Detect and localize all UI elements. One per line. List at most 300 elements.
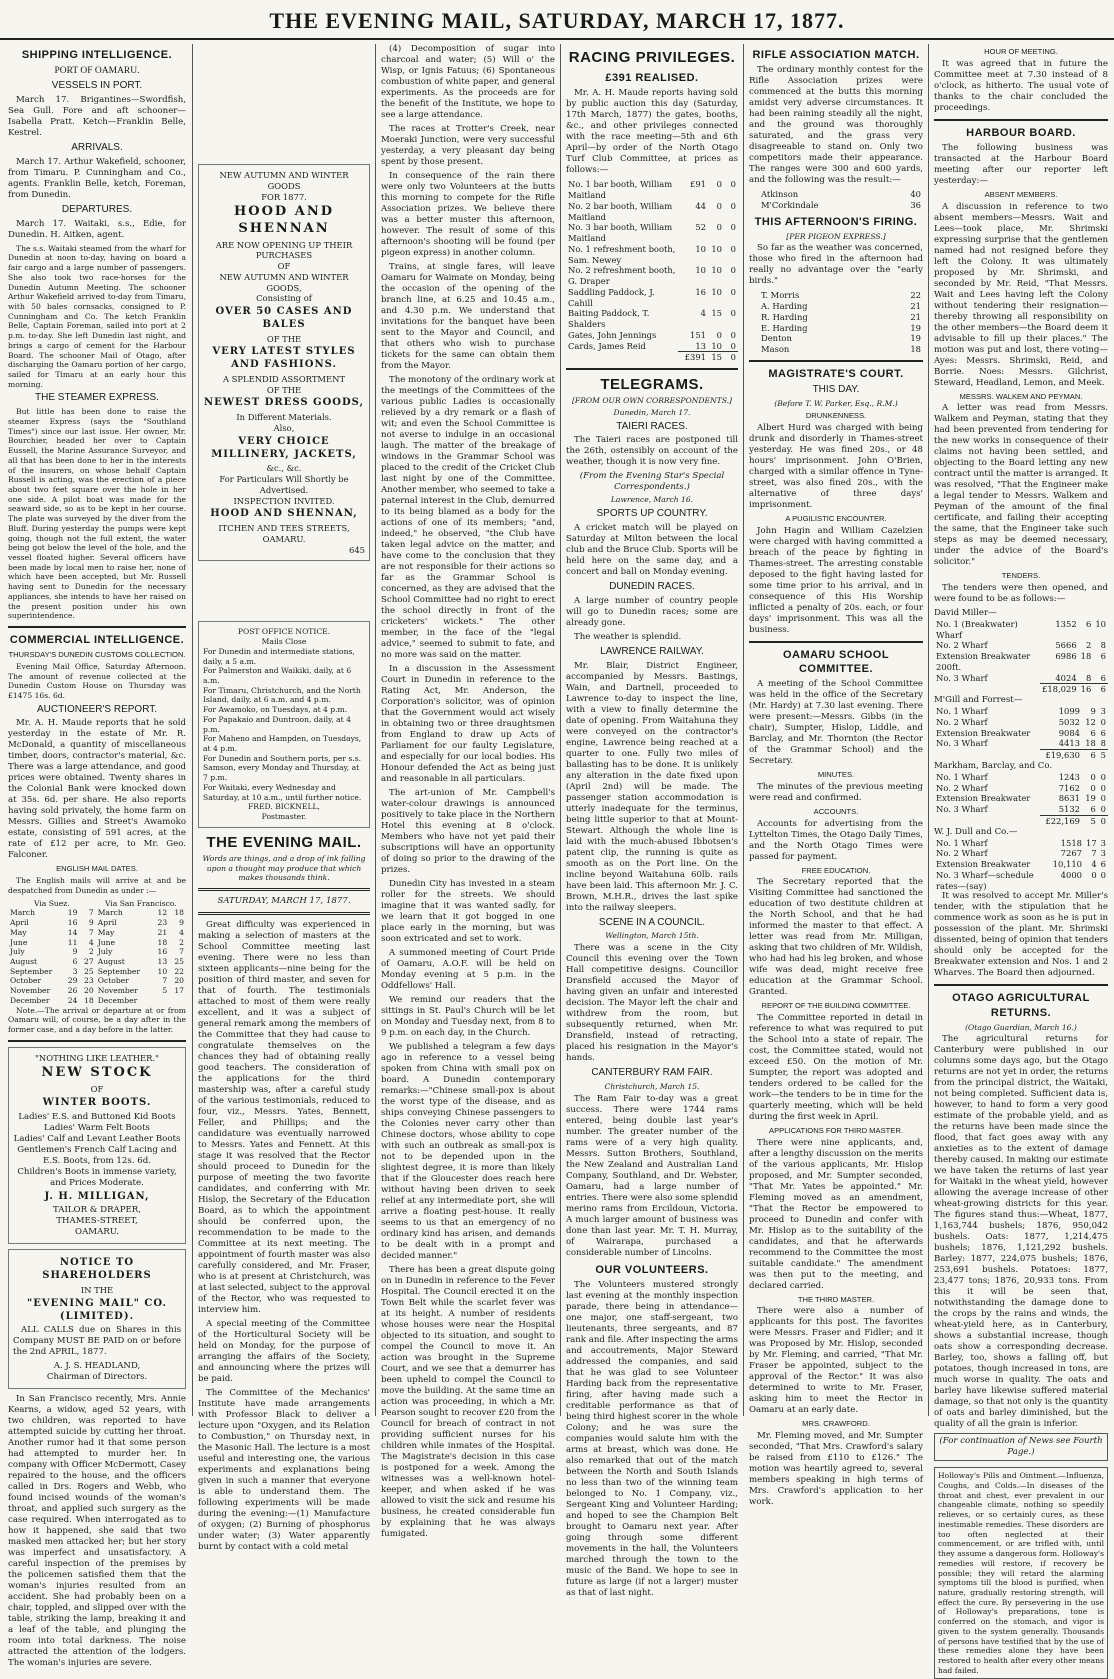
mail-date-cell: November [10,986,51,996]
hood-line: OVER 50 CASES AND BALES [215,306,353,330]
tender-amount: 6 [1085,618,1092,629]
news-paragraph: We remind our readers that the sittings in St. Paul's Church will be let on Monday and Tuesday next, from 8 to 9 p.m. on each day, in the Church. [381,995,555,1038]
hood-num: 645 [349,544,365,555]
racing-sub: £391 REALISED. [605,72,699,85]
mail-date-cell: 2 [88,947,94,957]
mail-date-cell: 5 [162,986,168,996]
racing-total-shillings: 15 [708,352,724,363]
hood-head2: FOR 1877. [261,191,307,202]
news-paragraph: We published a telegram a few days ago in reference to a vessel being spoken from China with small pox on board. A Dunedin contemporary remarks:—"Chinese small-pox is about the worst type of the disease, and as ships conveying Chinese passengers to the Colonies never carry other than Chinese doctors, whose ability to cope with such an outbreak as small-pox is not to be depended upon in the slightest degree, it is more than likely that if the Gloucester does reach here without having been driven to seek relief at any intermediate port, she will arrive a floating pest-house. It really seems to us that an emergency of no ordinary kind has arisen, and demands to be dealt with in a prompt and decided manner." [381,1042,555,1261]
crawford-heading: MRS. CRAWFORD. [802,1419,870,1429]
news-paragraph: A summoned meeting of Court Pride of Oamaru, A.O.F. will be held on Monday evening at 5 p.m. in the Oddfellows' Hall. [381,948,555,991]
ram-fair-heading: CANTERBURY RAM FAIR. [591,1067,713,1079]
mail-date-cell: 9 [88,918,94,928]
mail-date-cell: 13 [157,956,168,966]
firing-sub: [PER PIGEON EXPRESS.] [786,231,886,241]
mail-date-cell: 9 [72,947,78,957]
rifle-text: The ordinary monthly contest for the Rifle Association prizes were commenced at the butts this morning amidst very adverse circumstances. It had been raining steadily all the night, and the ground was thoroughly saturated, and the grass very disagreeable to stand on. Only two competitors made their appearance. The ranges were 300 and 600 yards, and the following was the result:— [749,65,923,186]
auction-text: Mr. A. H. Maude reports that he sold yesterday in the estate of Mr. R. McDonald, a quantity of miscellaneous timber, doors, contractor's material, &c. There was a large attendance, and good prices were obtained. Twenty shares in the Colonial Bank were knocked down at 35s. 6d. per share. He also reports having sold privately, the home farm on Messrs. Gillies and Street's Awamoko estate, consisting of 591 acres, at the rate of £12 per acre, to Mr. Geo. Falconer. [8,718,186,861]
tender-item: No. 1 Wharf [936,771,988,782]
san-francisco-story: In San Francisco recently, Mrs. Annie Kearns, a widow, aged 52 years, with two children, was reported to have attempted suicide by cutting her throat. Another rumor had it that some person had attempted to murder her. In company with Officer McDermott, Casey repaired to the house, and the officers called in Drs. Rogers and Webb, who found incised wounds of the woman's throat, and applied such surgery as the case required. When interrogated as to how it happened, she said that two masked men attacked her; but her story was imperfect and unsatisfactory. A careful inspection of the premises by the policemen satisfied them that the woman's injuries resulted from an accident. She had probably been on a chair, toppled, and slipped over with the table, striking the lamp, breaking it and a leaf of the table, and plunging the room into total darkness. The noise attracted the attention of the lodgers. The woman's injuries are severe. [8,1394,186,1669]
mail-date-row [8,918,186,928]
walkem-heading: MESSRS. WALKEM AND PEYMAN. [959,391,1083,401]
harbour-resolved: It was resolved to accept Mr. Miller's tender, with the stipulation that he commence work as soon as he is put in possession of the plant. Mr. Shrimski dissented, being of opinion that tenders should only be accepted for the Breakwater extension and Nos. 1 and 2 Wharves. The Board then adjourned. [934,891,1109,979]
tender-name: M'Gill and Forrest— [934,695,1023,706]
hood-line: NEWEST DRESS GOODS, [203,397,365,409]
leather-ad-item: Ladies' Warm Felt Boots [44,1122,150,1133]
arrivals-heading: ARRIVALS. [71,142,123,154]
hood-sign: HOOD AND SHENNAN, [210,508,358,520]
tender-name: David Miller— [934,607,997,618]
telegram-place: Lawrence, March 16. [610,495,694,505]
mail-date-cell: 7 [88,927,94,937]
mail-date-cell: 18 [84,995,94,1005]
racing-pounds: 151 [690,329,706,340]
mail-date-cell: 22 [174,966,184,976]
taieri-heading: TAIERI RACES. [616,420,688,432]
customs-heading: THURSDAY'S DUNEDIN CUSTOMS COLLECTION. [8,650,186,660]
tender-item: No. 2 Wharf [936,716,988,727]
mail-date-row [8,928,186,938]
tender-item: No. 1 (Breakwater) Wharf [936,618,1018,640]
leather-ad-sub: WINTER BOOTS. [42,1096,152,1108]
mail-date-cell: 10 [157,966,168,976]
tender-row [934,772,1108,783]
tender-row [934,706,1108,717]
tender-item: Extension Breakwater [936,727,1031,738]
competitor-score: 19 [910,322,921,333]
hood-line: NEW AUTUMN AND WINTER GOODS, [219,271,349,293]
competitor-name: Denton [761,333,792,344]
mail-date-cell: 4 [179,927,184,937]
hood-head1: NEW AUTUMN AND WINTER GOODS [219,170,349,191]
column-5 [745,44,927,1508]
free-education-text: The Secretary reported that the Visiting Committee had sanctioned the education of two destitute children at the North School, and that he had informed the master to that effect. A letter was read from Mr. Milligan, asking that two children of Mr. Wildish, who had had his leg broken, and whose wife was dead, might receive free education at the Grammar School. Granted. [749,877,923,998]
fight-text: John Hagin and William Cazelzien were charged with having committed a breach of the peace by fighting in Thames-street. The arresting constable deposed to the fight having lasted for some time prior to his arrival, and in consequence of this His Worship inflicted a penalty of 20s. each, or four days' imprisonment. This was all the business. [749,525,923,635]
racing-pence: 0 [730,222,736,233]
fourth-master-text: There were also a number of applicants for this post. The favorites were Messrs. Fraser and Fidler; and it was Proposed by Mr. Hislop, seconded by Mr. Fleming, and carried, "That Mr. Fraser be appointed, subject to the approval of the Rector." It was also determined to write to Mr. Fraser, asking him to meet the Rector in Oamaru at an early date. [749,1306,923,1416]
tender-table [934,838,1108,892]
hood-line: OF [277,261,291,271]
hood-line: OF THE [266,333,302,344]
telegram-place: Christchurch, March 15. [604,1081,700,1091]
tender-amount: 0 [1100,869,1106,880]
racing-shillings: 0 [716,200,722,211]
tender-amount: 5032 [1058,716,1081,727]
sports-heading: SPORTS UP COUNTRY. [596,508,708,520]
tender-amount: 6 [1090,727,1096,738]
mail-date-cell: 7 [179,947,184,957]
tender-item: No. 1 Wharf [936,837,988,848]
leather-ad-item: Gentlemen's French Calf Lacing and E.S. Boots, from 12s. 6d. [17,1144,177,1166]
post-office-title: POST OFFICE NOTICE. [237,627,331,637]
racing-row [566,308,738,330]
post-office-line: For Palmerston and Waikiki, daily, at 6 a.m. [203,666,352,685]
mail-date-row [8,976,186,986]
volunteers-heading: OUR VOLUNTEERS. [595,1263,709,1276]
racing-shillings: 15 [711,308,722,319]
mail-date-cell: 4 [88,937,94,947]
tender-amount: 6 [1100,651,1106,662]
mail-date-cell: March [97,908,123,918]
tender-total-row [934,750,1108,761]
ram-fair-text: The Ram Fair to-day was a great success. There were 1744 rams entered, being double last year's number. The greater number of the rams were of a very high quality. Messrs. Sutton Brothers, Southland, the New Zealand and Australian Land Company, Southland, and Dr. Webster, Oamaru, had a large number of entries. There were also some splendid merino rams from Ercildoun, Victoria. A much larger amount of business was done than last year. Mr. T. H. Murray, of Wairarapa, purchased a considerable number of Lincolns. [566,1093,738,1258]
tender-item: Extension Breakwater [936,793,1031,804]
tender-amount: 4 [1091,859,1097,870]
drunk-text: Albert Hurd was charged with being drunk and disorderly in Thames-street yesterday. He was fined 20s., or 48 hours' imprisonment. John O'Brien, charged with a similar offence in Tyne-street, was also fined 20s., with the alternative of three days' imprisonment. [749,423,923,511]
column-4 [562,44,742,1598]
mail-date-cell: 24 [67,995,78,1005]
harbour-intro: The following business was transacted at the Harbour Board meeting after our reporter left yesterday:— [934,142,1108,186]
news-paragraph: In consequence of the rain there were only two Volunteers at the butts this morning to compete for the Rifle Association prizes. We believe there was a better muster this afternoon, however. The result of some of this afternoon's shooting will be found (per pigeon express) in another column. [381,171,555,258]
departures-heading: DEPARTURES. [61,203,133,215]
tender-total-row [934,684,1108,695]
mail-date-row [8,986,186,996]
racing-intro: Mr. A. H. Maude reports having sold by public auction this day (Saturday, 17th March, 1877) the gates, booths, &c., and other privileges connected with the race meeting—5th and 6th April—by order of the North Otago Turf Club Committee, at prices as follows:— [566,88,738,176]
racing-item: Cards, James Reid [568,340,646,351]
racing-pounds: £91 [690,179,706,190]
tender-row [934,619,1108,641]
post-office-line: For Dunedin and Southern ports, per s.s. Samson, every Monday and Thursday, at 7 p.m. [203,753,362,783]
in-port-heading: VESSELS IN PORT. [51,80,143,92]
hood-line: Also, [273,422,295,433]
tender-amount: 0 [1100,771,1106,782]
shareholders-company: "EVENING MAIL" CO. (LIMITED). [27,1297,167,1322]
tender-table [934,619,1108,695]
post-office-line: For Waitaki, every Wednesday and Saturday, at 10 a.m., until further notice. [203,782,362,802]
tender-name: W. J. Dull and Co.— [934,826,1018,837]
racing-item: No. 2 refreshment booth, G. Draper [568,265,676,287]
racing-item: Saddling Paddock, J. Cahill [568,286,655,308]
racing-pounds: 4 [700,308,706,319]
racing-row [566,265,738,287]
tender-row [934,870,1108,892]
mail-date-cell: 3 [72,966,78,976]
mail-date-cell: September [97,966,141,976]
mail-date-cell: 23 [84,976,94,986]
post-office-line: For Awamoko, on Tuesdays, at 4 p.m. [203,705,348,715]
railway-heading: LAWRENCE RAILWAY. [600,645,704,657]
mail-date-cell: June [97,937,116,947]
firing-text: So far as the weather was concerned, those who fired in the afternoon had really no advantage over the "early birds." [749,243,923,287]
competitor-name: T. Morris [761,290,800,301]
rifle-table [749,189,923,211]
holloway-advert: Holloway's Pills and Ointment.—Influenza, Coughs, and Colds.—In diseases of the throat and chest, ever prevalent in our changeable climate, nothing so speedily relieves, or so certainly cures, as these inestimable remedies. These disorders are too often neglected at their commencement, or are trifled with, until they assume a dangerous form. Holloway's remedies will restore, if recovery be possible; they will retard the alarming symptoms till the blood is purified, when nature, gradually restoring strength, will effect the cure. By persevering in the use of Holloway's preparations, tone is conferred on the stomach, and vigor is given to the system generally. Thousands of persons have testified that by the use of these remedies alone they have been restored to health after every other means had failed. [934,1467,1108,1679]
walkem-text: A letter was read from Messrs. Walkem and Peyman, stating that they had been prevented from tendering for the new works in consequence of their claims not having been settled, and objecting to the Board letting any new contract until the matter is arranged. It was resolved, "That the Engineer make a legal tender to Messrs. Walkem and Peyman of the amount of the final certificate, and failing their accepting the same, that the Engineer take such steps as may be deemed necessary, under the advice of the Board's solicitor." [934,403,1108,568]
racing-pence: 0 [730,340,736,351]
hood-line: For Particulars Will Shortly be Advertised. [219,474,349,495]
tender-item: Extension Breakwater [936,859,1031,870]
racing-total-pence: 0 [724,352,738,363]
tender-item: No. 2 Wharf [936,640,988,651]
tender-item: No. 1 Wharf [936,706,988,717]
competitor-name: Atkinson [761,189,799,200]
tender-row [934,738,1108,749]
tender-amount: 7267 [1060,848,1082,859]
racing-pounds: 10 [695,243,706,254]
tender-total-label [934,684,1040,695]
competitor-score: 21 [910,301,921,312]
third-master-heading: APPLICATIONS FOR THIRD MASTER. [769,1125,903,1135]
mails-col-suez: Via Suez. [33,898,70,908]
racing-pence: 0 [730,179,736,190]
tender-amount: 1352 [1055,618,1077,629]
mail-date-cell: 21 [157,927,168,937]
school-heading: OAMARU SCHOOL COMMITTEE. [782,648,890,675]
tender-total-row [934,815,1108,826]
mail-date-cell: 17 [174,986,184,996]
absent-heading: ABSENT MEMBERS. [984,189,1058,199]
absent-text: A discussion in reference to two absent members—Messrs. Wait and Lees—took place, Mr. Shrimski expressing surprise that the gentlemen named had not resigned before they left the Colony. It was ultimately proposed by Mr. Shrimski, and seconded by Mr. Reid, "That Messrs. Wait and Lees having left the Colony without tendering their resignation—thereby throwing all responsibility on the other members—the Board deem it advisable to fill up their places." The motion was put and lost, there voting—Ayes: Messrs. Shrimski, Reid, and Borrie. Noes: Messrs. Gilchrist, Steward, Headland, Lemon, and Meek. [934,201,1108,388]
mail-date-cell: 7 [88,908,94,918]
tender-amount: 10 [1095,618,1106,629]
racing-pence: 0 [730,286,736,297]
departures-text: March 17. Waitaki, s.s., Edie, for Dunedin. H. Aitken, agent. [8,218,186,240]
tender-amount: 4024 [1055,672,1077,683]
mail-date-cell: 18 [174,908,184,918]
mails-note: Note.—The arrival or departure at or from Oamaru will, of course, be a day after in the former case, and a day before in the latter. [8,1005,186,1034]
mail-dates-table [8,899,186,1006]
tender-total: 6 [1082,750,1098,761]
competitor-score: 40 [910,189,921,200]
commercial-heading: COMMERCIAL INTELLIGENCE. [9,634,185,647]
mail-date-cell: 20 [84,986,94,996]
tender-amount: 10,110 [1052,859,1082,870]
mail-date-cell: 29 [67,976,78,986]
post-office-line: For Papakaio and Duntroon, daily, at 4 p.m. [203,714,351,734]
mail-date-cell: 6 [72,956,78,966]
accounts-heading: ACCOUNTS. [813,806,859,816]
score-row [749,312,923,323]
tender-amount: 0 [1090,782,1096,793]
hood-line: Consisting of [256,293,312,304]
racing-item: No. 1 refreshment booth, Sam. Newey [568,243,676,265]
racing-heading: RACING PRIVILEGES. [568,49,736,66]
tender-amount: 5132 [1058,804,1081,815]
leather-ad-item: Children's Boots in immense variety, and Prices Moderate. [17,1166,177,1188]
weather-text: The weather is splendid. [574,631,682,642]
railway-text: Mr. Blair, District Engineer, accompanied by Messrs. Bastings, Wain, and Dartnell, proceeded to Lawrence to-day to inspect the line, with a view to finally determine the date of opening. From Waitahuna they were conveyed on the contractor's engine, Lawrence being reached at a quarter to one. Fully two miles of ballasting has to be done. It is unlikely any alteration in the date fixed upon (April 2nd) will be made. The passenger station accommodation is utterly inadequate for the terminus, being little superior to that at Mount-Stewart. Although the whole line is laid with the much-abused Ibbotsen's patent clip, the running is quite as smooth as on the Port line. On the incline beyond Waitahuna 60lb. rails have been laid. This afternoon Mr. J. C. Brown, M.H.R., drives the last spike into the railway sleepers. [566,660,738,913]
magistrate-day: THIS DAY. [812,383,860,395]
shipping-news: The s.s. Waitaki steamed from the wharf for Dunedin at noon to-day, having on board a fair cargo and a large number of passengers. She also took two race-horses for the Dunedin Autumn Meeting. The schooner Arthur Wakefield arrived to-day from Timaru, with 50 bales cornsacks, consigned to P. Cunningham and Co. The ketch Franklin Belle, Captain Foreman, sailed into port at 2 p.m. to-day. She left Dunedin last night, and brings a cargo of cement for the Harbour Board. The schooner Mail of Otago, after discharging the Oamaru portion of her cargo, sailed for Timaru at an early hour this morning. [8,243,186,389]
tender-amount: 2 [1085,640,1092,651]
tender-amount: 6 [1100,727,1106,738]
leather-ad-street: THAMES-STREET, [56,1216,138,1227]
racing-pounds: 13 [695,340,706,351]
minutes-heading: MINUTES. [817,770,855,780]
customs-text: Evening Mail Office, Saturday Afternoon. The amount of revenue collected at the Dunedin Custom House on Thursday was £1475 16s. 6d. [8,661,186,700]
tender-amount: 17 [1085,837,1097,848]
mail-date-row [8,938,186,948]
leather-ad-item: Ladies' E.S. and Buttoned Kid Boots [18,1111,176,1122]
mail-date-cell: 9 [179,918,184,928]
competitor-score: 21 [910,311,921,322]
leather-ad-trade: TAILOR & DRAPER, [52,1205,142,1216]
tender-amount: 19 [1085,793,1096,804]
mail-date-cell: July [97,947,113,957]
column-divider [928,44,929,1416]
leader-paragraph: A special meeting of the Committee of the Horticultural Society will be held on Monday, for the purpose of arranging the affairs of the Society, and announcing where the prizes will be paid. [198,1319,370,1385]
tender-amount: 3 [1100,837,1106,848]
tender-row [934,640,1108,651]
score-row [749,333,923,344]
competitor-name: R. Harding [761,311,808,322]
tender-amount: 3 [1100,848,1106,859]
hood-line: &c., &c. [266,463,302,474]
in-port-text: March 17. Brigantines—Swordfish, Sea Gull. Fore and aft schooner—Isabella Pratt. Ketch—Franklin Belle, Kestrel. [8,95,186,139]
racing-pence: 0 [730,329,736,340]
firing-heading: THIS AFTERNOON'S FIRING. [754,215,918,228]
news-paragraph: In a discussion in the Assessment Court in Dunedin in reference to the Rating Act, Mr. Anderson, the Corporation's solicitor, was of opinion that the Government would act wisely in obtaining two or three draughtsmen from England to draw up Acts of Parliament for our faulty Legislature, and especially for our local bodies. His Honour defended the Act as being just and reasonable in all particulars. [381,664,555,784]
tender-amount: 7162 [1058,782,1081,793]
tender-total-label [934,750,1040,761]
racing-pence: 0 [730,308,736,319]
competitor-name: E. Harding [761,322,808,333]
news-paragraph: (4) Decomposition of sugar into charcoal and water; (5) Will o' the Wisp, or Ignis Fatuus; (6) Spontaneous combustion of white paper, and general experiments. As the proceeds are for the benefit of the Institute, we hope to see a large attendance. [381,44,555,120]
competitor-name: Mason [761,344,790,355]
column-1 [4,44,190,1669]
tender-amount: 8 [1100,640,1106,651]
tender-row [934,793,1108,804]
competitor-name: A. Harding [761,301,808,312]
mail-date-cell: October [97,976,129,986]
star-note: (From the Evening Star's Special Correspondents.) [579,471,725,493]
mails-heading: ENGLISH MAIL DATES. [56,864,138,874]
racing-item: No. 1 bar booth, William Maitland [568,179,673,201]
tender-amount: 8631 [1058,793,1081,804]
tender-total: 16 [1080,684,1092,695]
tender-amount: 6986 [1055,651,1077,662]
tender-amount: 0 [1100,716,1106,727]
tender-amount: 1099 [1058,706,1081,717]
leader-paragraph: Great difficulty was experienced in making a selection of masters at the School Committee meeting last evening. There were no less than sixteen applicants—nine being for the position of third master, and seven for that of fourth. The testimonials attached to most of them were really excellent, and it was a subject of general remark among the members of the Committee that they had cause to congratulate themselves on the chances they had of obtaining really good teachers. The consideration of the applications for the third mastership was, after a careful study of the various testimonials, reduced to four, viz., Messrs. Yates, Bennett, Feller, and Phillips; and the candidature was eventually narrowed to Messrs. Yates and Fennett. At this stage it was resolved that the Rector should proceed to Dunedin for the purpose of meeting the two favorite candidates, and conferring with Mr. Hislop, the Secretary of the Education Board, as to which the appointment should be conferred upon, the recommendation to be made to the Committee at its next meeting. The appointment of fourth master was also carefully considered, and Mr. Fraser, who is at present at Christchurch, was at last selected, subject to the approval of the Rector, who was requested to interview him. [198,920,370,1316]
leader-paragraph: The Committee of the Mechanics' Institute have made arrangements with Professor Black to deliver a lecture upon "Oxygen, and its Relation to Combustion," on Thursday next, in the Masonic Hall. The lecture is a most useful and interesting one, the various experiments and explanations being given in such a manner that everyone is able to understand them. The following experiments will be made during the evening:—(1) Manufacture of oxygen; (2) Burning of phosphorus under water; (3) Water apparently burnt by contact with a cold metal [198,1388,370,1553]
mail-date-cell: 16 [157,947,168,957]
hood-line: In Different Materials. [236,412,332,423]
tender-amount: 0 [1100,793,1106,804]
mail-date-cell: December [10,995,50,1005]
tender-total: 0 [1098,815,1108,826]
evening-mail-motto: Words are things, and a drop of ink falling upon a thought may produce that which makes thousands think. [202,853,366,883]
express-heading: THE STEAMER EXPRESS. [35,392,159,404]
evening-mail-date: SATURDAY, MARCH 17, 1877. [217,896,351,907]
mail-date-row [8,996,186,1006]
racing-total [566,351,738,363]
tender-item: No. 2 Wharf [936,848,988,859]
hood-line: VERY LATEST STYLES AND FASHIONS. [212,346,356,371]
mail-date-cell: 7 [162,976,168,986]
score-row [749,290,923,301]
racing-pence: 0 [730,243,736,254]
harbour-heading: HARBOUR BOARD. [966,126,1076,139]
hood-firm: HOOD AND SHENNAN [234,204,334,236]
hood-line: VERY CHOICE MILLINERY, JACKETS, [211,435,357,460]
mails-intro: The English mails will arrive at and be despatched from Dunedin as under :— [8,876,186,895]
tender-name: Markham, Barclay, and Co. [934,760,1053,771]
shareholders-line: IN THE [80,1285,114,1296]
racing-pounds: 10 [695,265,706,276]
mail-date-cell: 16 [67,918,78,928]
racing-item: Baiting Paddock, T. Shalders [568,308,650,330]
mail-date-cell: 25 [174,956,184,966]
free-education-heading: FREE EDUCATION. [801,865,871,875]
mail-date-cell: 23 [157,918,168,928]
mail-date-cell: 27 [84,956,94,966]
score-row [749,344,923,355]
tender-row [934,651,1108,673]
tenders-intro: The tenders were then opened, and were found to be as follows:— [934,582,1108,604]
mail-date-cell [169,996,186,1006]
column-divider [743,44,744,1416]
racing-item: No. 2 bar booth, William Maitland [568,200,673,222]
racing-pence: 0 [730,265,736,276]
rifle-heading: RIFLE ASSOCIATION MATCH. [752,49,920,61]
mail-date-cell: April [97,918,117,928]
tender-item: No. 2 Wharf [936,782,988,793]
tender-total: £22,169 [1040,815,1082,826]
tender-row [934,783,1108,794]
column-3 [377,44,559,1539]
racing-row [566,244,738,266]
tender-amount: 7 [1091,848,1097,859]
column-6 [930,44,1112,1675]
shareholders-role: Chairman of Directors. [46,1372,148,1383]
firing-table [749,290,923,355]
shareholders-title: NOTICE TO SHAREHOLDERS [42,1257,152,1282]
racing-row [566,179,738,201]
tender-amount: 6 [1090,804,1096,815]
volunteers-text: The Volunteers mustered strongly last evening at the monthly inspection parade, there being in attendance—one major, one staff-sergeant, two lieutenants, three sergeants, and 87 rank and file. After inspecting the arms and accoutrements, Major Steward addressed the companies, and said that he was glad to see Volunteer Harding back from the representative firing, after having made such a creditable performance as that of being third highest scorer in the whole Colony; and he was sure the companies would salute him with the arms at breast, which was done. He also remarked that out of the match between the North and South Islands no less than two of the winning team belonged to No. 1 Company, viz., Sergeant King and Volunteer Harding; and hoped to see the Champion Belt brought to Oamaru next year. After going through some different movements in the hall, the Volunteers marched through the town to the music of the Band. We hope to see in future as large (if not a larger) muster as that of last night. [566,1279,738,1598]
mail-date-cell: 26 [67,986,78,996]
competitor-score: 19 [910,333,921,344]
mail-date-cell: December [97,995,138,1005]
tender-row [934,848,1108,859]
racing-row [566,222,738,244]
leather-ad-firm: J. H. MILLIGAN, [44,1190,150,1202]
racing-row [566,341,738,352]
racing-item: No. 3 bar booth, William Maitland [568,222,673,244]
shareholders-body: ALL CALLS due on Shares in this Company MUST BE PAID on or before the 2nd APRIL, 1877. [13,1325,181,1358]
tender-amount: 1518 [1060,837,1082,848]
mail-date-cell: September [10,966,53,976]
racing-shillings: 10 [711,265,722,276]
racing-table [566,179,738,351]
leather-ad [8,1047,186,1245]
mail-date-cell [152,996,169,1006]
mail-date-cell: November [97,986,138,996]
tender-amount: 8 [1100,738,1106,749]
shipping-heading: SHIPPING INTELLIGENCE. [21,49,173,61]
agric-source: (Otago Guardian, March 16.) [965,1022,1077,1032]
dunedin-races-heading: DUNEDIN RACES. [609,580,695,592]
mail-date-cell: 2 [179,937,184,947]
hood-line: INSPECTION INVITED. [233,495,335,506]
leather-ad-big: NEW STOCK [41,1065,153,1081]
racing-item: Gates, John Jennings [568,329,657,340]
tender-row [934,728,1108,739]
agric-text: The agricultural returns for Canterbury were published in our columns some days ago, but the Otago returns are not yet in order, the returns from the principal district, the Waitaki, not being completed. Sufficient data is, however, to hand to form a very good estimate of the probable yield, and as the returns have been made since the flood, that fact goes away with any anxieties as to the extent of damage thereby caused. In making our estimate we have taken the returns of last year for Waitaki in the wheat yield, however allowing the average increase of other wheat-growing districts for this year. The figures stand thus:—Wheat, 1877, 1,163,744 bushels; 1876, 950,042 bushels. Oats: 1877, 1,214,475 bushels; 1876, 1,121,292 bushels. Barley: 1877, 224,075 bushels; 1876, 253,691 bushels. Potatoes: 1877, 23,477 tons; 1876, 20,933 tons. From this it will be seen that, notwithstanding the damage done to the crops by the rains and winds, the wheat-yield here, as in Canterbury, shows a substantial increase, though oats show a corresponding decrease. Barley, too, shows a falling off, but potatoes, though increased in tons, are much worse in quality. The oats and barley have likewise suffered material damage, so that not only is the quantity of oats and barley diminished, but the quality of all the grain is inferior. [934,1034,1109,1430]
tender-item: No. 3 Wharf [936,738,988,749]
racing-pounds: 16 [695,286,706,297]
mail-date-cell: 25 [84,966,94,976]
news-paragraph: The monotony of the ordinary work at the meetings of the Committees of the various public Ladies is occasionally relieved by a dry remark or a flash of wit; and even the School Committee is not averse to indulge in an occasional laugh. The matter of the breakage of windows in the Grammar School was placed to the credit of the Cricket Club last night by one of the Committee. Another member, who seemed to take a paternal interest in the Club, demurred to its being blamed as a body for the actions of one of its members; "and, indeed," he observed, "the Club have taken legal advice on the matter, and have come to the conclusion that they are not responsible for their actions so far as the Grammar School is concerned, as they are advised that the School Committee had no right to erect the school directly in front of the cricketers' wickets." The other member, in the face of the "legal advice," seemed to submit to fate, and no more was said on the matter. [381,375,555,660]
mail-date-row [8,967,186,977]
shareholders-sign: A. J. S. HEADLAND, [53,1361,141,1372]
score-row [749,301,923,312]
tender-amount: 6 [1100,859,1106,870]
third-master-text: There were nine applicants, and, after a lengthy discussion on the merits of the various applicants, Mr. Hislop proposed, and Mr. Sumpter seconded, "That Mr. Yates be appointed." Mr. Fleming moved as an amendment, "That the Rector be empowered to proceed to Dunedin and confer with Mr. Hislop as to the suitability of the candidates, and that he afterwards recommend to the Committee the most suitable candidate." The amendment was then put to the meeting, and declared carried. [749,1137,923,1291]
post-office-line: For Dunedin and intermediate stations, daily, a 5 a.m. [203,646,355,666]
